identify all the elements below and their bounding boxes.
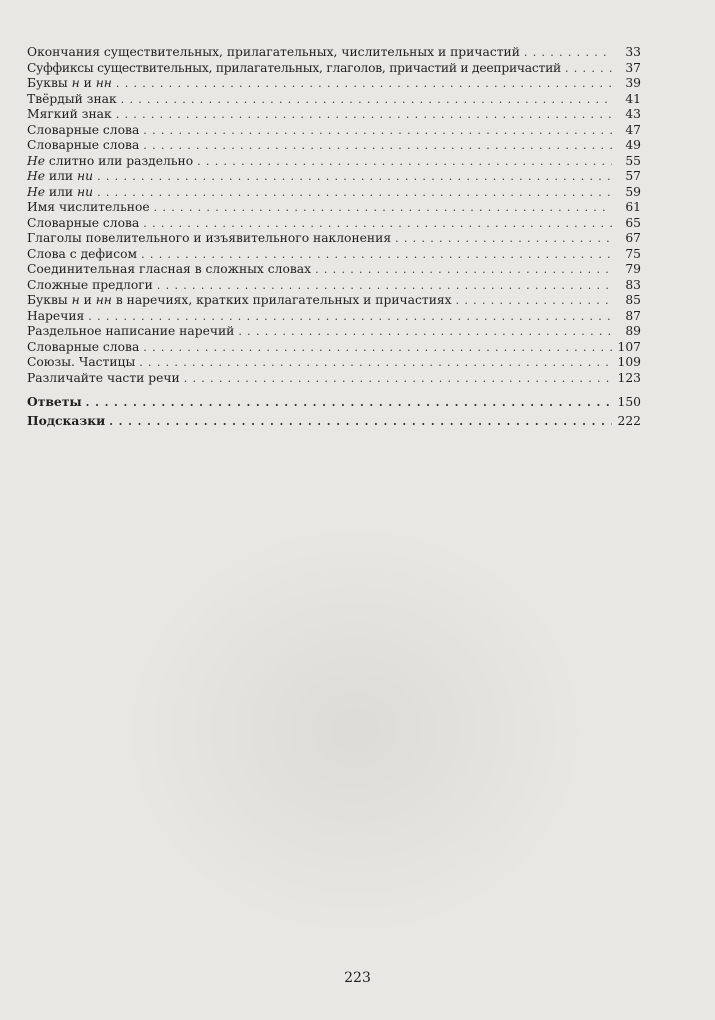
toc-row [27, 123, 641, 139]
dot-leader [143, 138, 612, 154]
toc-title: Не или ни [27, 184, 94, 199]
dot-leader [154, 200, 612, 216]
dot-leader [97, 169, 612, 185]
dot-leader [315, 262, 612, 278]
toc-row [27, 92, 641, 108]
toc-row [27, 293, 641, 309]
toc-row [27, 262, 641, 278]
toc-row-hints [27, 413, 641, 429]
toc-title: Буквы н и нн [27, 76, 112, 90]
toc-row [27, 107, 641, 123]
toc-title: Буквы н и нн в наречиях, кратких прилагательных и причастиях [27, 293, 452, 307]
dot-leader [143, 340, 612, 356]
toc-page: 109 [617, 355, 641, 369]
toc-row [27, 309, 641, 325]
section-gap [27, 386, 641, 394]
toc-title: Глаголы повелительного и изъявительного наклонения [27, 231, 392, 245]
dot-leader [143, 123, 612, 139]
toc-title: Наречия [27, 308, 85, 323]
toc-title: Соединительная гласная в сложных словах [27, 262, 312, 276]
toc-page: 75 [625, 246, 641, 261]
toc-page: 123 [617, 370, 641, 385]
toc-title: Суффиксы существительных, прилагательных, глаголов, причастий и деепричастий [27, 60, 561, 75]
toc-page: 89 [625, 324, 641, 338]
dot-leader [97, 185, 612, 201]
dot-leader [116, 107, 612, 123]
dot-leader [238, 324, 612, 340]
toc-row [27, 340, 641, 356]
dot-leader [88, 309, 612, 325]
toc-page: 83 [625, 277, 641, 292]
toc-row [27, 185, 641, 201]
toc-page: 67 [625, 231, 641, 245]
toc-page: 65 [625, 215, 641, 230]
toc-row [27, 169, 641, 185]
toc-row [27, 76, 641, 92]
dot-leader [141, 247, 612, 263]
toc-row [27, 200, 641, 216]
toc-title: Твёрдый знак [27, 91, 117, 106]
toc-row [27, 324, 641, 340]
toc-page: 107 [617, 339, 641, 354]
toc-row [27, 45, 641, 61]
dot-leader [116, 76, 612, 92]
toc-title: Ответы [27, 394, 82, 409]
dot-leader [524, 45, 612, 61]
toc-title: Словарные слова [27, 215, 140, 230]
toc-row [27, 247, 641, 263]
toc-title: Не слитно или раздельно [27, 153, 194, 168]
toc-page: 57 [625, 169, 641, 183]
toc-title: Словарные слова [27, 138, 140, 152]
toc-page: 37 [625, 60, 641, 75]
toc-title: Словарные слова [27, 339, 140, 354]
dot-leader [121, 92, 612, 108]
toc-page: 79 [625, 262, 641, 276]
dot-leader [456, 293, 612, 309]
toc-page: 85 [625, 293, 641, 307]
dot-leader [157, 278, 612, 294]
toc-page: 41 [625, 91, 641, 106]
toc-title: Слова с дефисом [27, 246, 138, 261]
toc-title: Не или ни [27, 169, 94, 183]
toc-row [27, 138, 641, 154]
toc-page: 150 [617, 395, 641, 409]
toc-page: 39 [625, 76, 641, 90]
toc-page: 47 [625, 122, 641, 137]
toc-title: Мягкий знак [27, 107, 112, 121]
dot-leader [143, 216, 612, 232]
toc-title: Союзы. Частицы [27, 355, 136, 369]
dot-leader [109, 414, 612, 430]
toc-row [27, 61, 641, 77]
toc-page: 87 [625, 308, 641, 323]
toc-title: Различайте части речи [27, 370, 180, 385]
toc-page: 59 [625, 184, 641, 199]
toc-title: Раздельное написание наречий [27, 324, 235, 338]
dot-leader [139, 355, 612, 371]
toc-page: 43 [625, 107, 641, 121]
toc-page: 222 [617, 413, 641, 428]
toc-row [27, 216, 641, 232]
dot-leader [395, 231, 612, 247]
toc-title: Окончания существительных, прилагательных, числительных и причастий [27, 45, 520, 59]
toc-page: 61 [625, 200, 641, 214]
page-number: 223 [344, 970, 371, 986]
toc-title: Имя числительное [27, 200, 150, 214]
dot-leader [197, 154, 612, 170]
toc-row [27, 231, 641, 247]
toc-title: Сложные предлоги [27, 277, 153, 292]
toc-page: 55 [625, 153, 641, 168]
dot-leader [565, 61, 612, 77]
toc-page: 49 [625, 138, 641, 152]
bleed-through-shadow [120, 520, 590, 940]
table-of-contents [27, 45, 641, 428]
dot-leader [184, 371, 612, 387]
dot-leader [86, 395, 612, 411]
toc-row [27, 154, 641, 170]
toc-row [27, 355, 641, 371]
toc-row-answers [27, 394, 641, 410]
toc-page: 33 [625, 45, 641, 59]
toc-row [27, 371, 641, 387]
toc-title: Подсказки [27, 412, 106, 428]
toc-row [27, 278, 641, 294]
toc-title: Словарные слова [27, 122, 140, 137]
